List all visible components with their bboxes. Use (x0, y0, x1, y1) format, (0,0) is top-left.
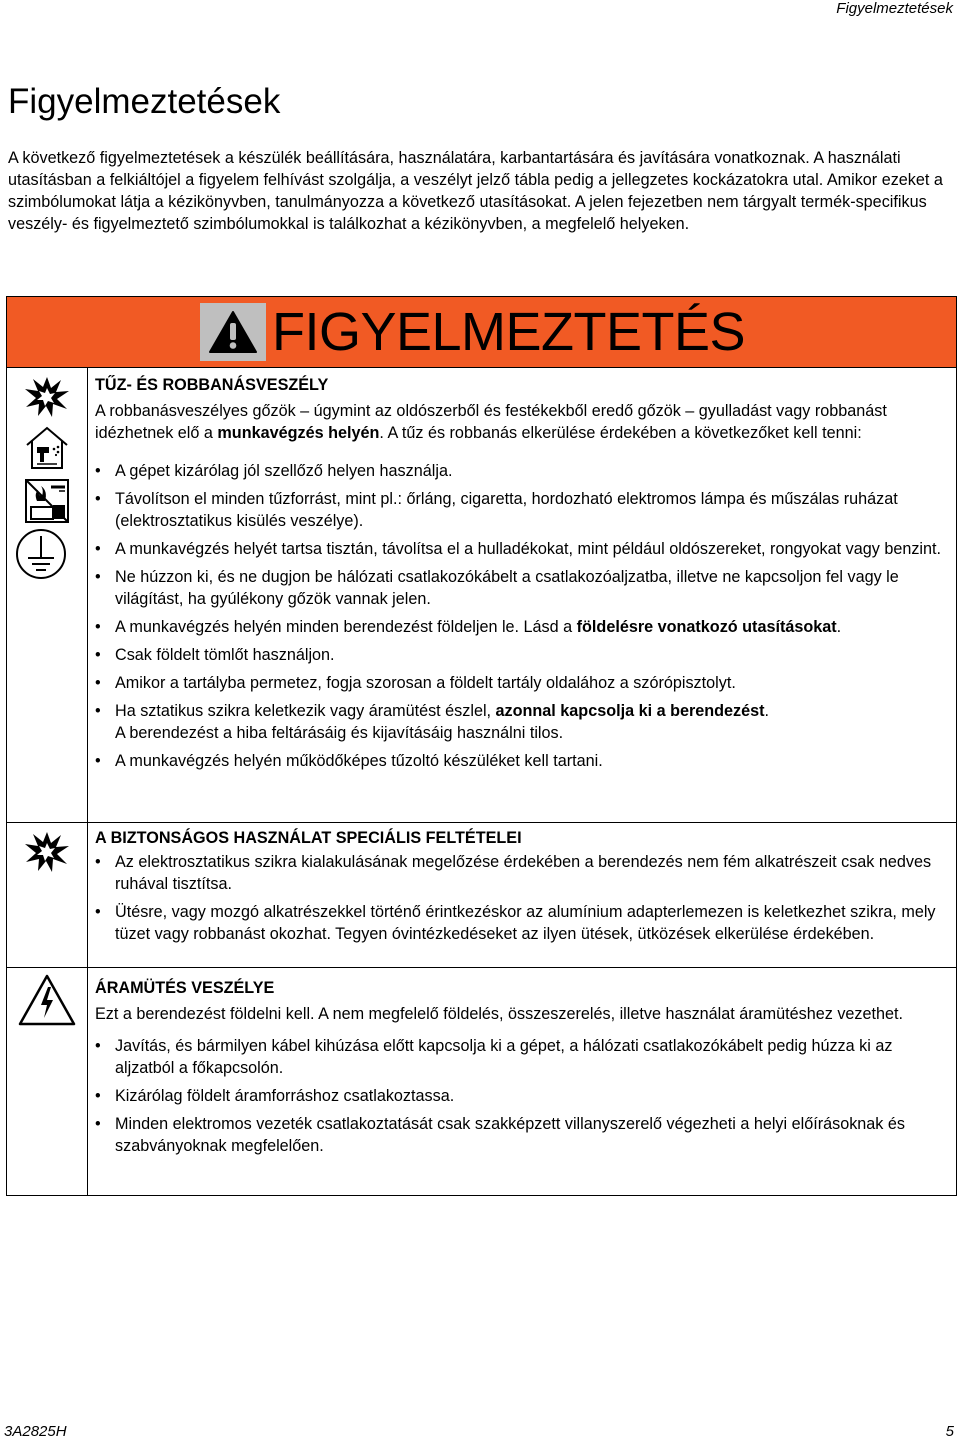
list-item-text: . (764, 702, 770, 720)
warning-banner-inner (200, 303, 745, 361)
fire-intro-bold: munkavégzés helyén (217, 424, 380, 442)
safe-use-section (7, 822, 956, 968)
intro-paragraph: A következő figyelmeztetések a készülék beállítására, használatára, karbantartására és javítására vonatkoznak. A használati utasításban a felkiáltójel a figyelem felhívást szolgálja, a veszélyt jelző tábla pedig a jellegzetes kockázatokra utal. Amikor ezeket a szimbólumokat látja a kézikönyvben, tanulmányozza a következő utasításokat. A jelen fejezetben nem tárgyalt termék-specifikus veszély- és figyelmeztető szimbólumokkal is találkozhat a kézikönyvben, a megfelelő helyeken. (8, 149, 943, 233)
electric-shock-icon (17, 973, 77, 1027)
list-item-text: A munkavégzés helyén minden berendezést földeljen le. Lásd a (115, 618, 577, 636)
list-item: • A gépet kizárólag jól szellőző helyen használja. (95, 460, 946, 482)
shock-intro: Ezt a berendezést földelni kell. A nem megfelelő földelés, összeszerelés, illetve használat áramütéshez vezethet. (95, 1005, 904, 1023)
warning-box (6, 296, 957, 1196)
shock-heading: ÁRAMÜTÉS VESZÉLYE (95, 979, 275, 997)
list-item-text: . (836, 618, 842, 636)
fire-text-column (95, 374, 946, 772)
no-spray-indoors-icon (23, 425, 71, 471)
fire-intro (95, 400, 946, 444)
safe-use-icons-column (7, 822, 88, 967)
fire-icons-column (7, 367, 88, 822)
shock-icons-column (7, 967, 88, 1195)
grounding-instructions-ref: földelésre vonatkozó utasításokat (576, 618, 837, 636)
list-item: • Javítás, és bármilyen kábel kihúzása előtt kapcsolja ki a gépet, a hálózati csatlakozókábelt pedig húzza ki az aljzatból a főkapcsolón. (95, 1035, 946, 1079)
list-item: • Amikor a tartályba permetez, fogja szorosan a földelt tartály oldalához a szórópisztolyt. (95, 672, 946, 694)
safe-use-text-column (95, 827, 946, 945)
fire-intro-text-a: A robbanásveszélyes gőzök – úgymint az oldószerből és festékekből eredő gőzök – gyulladást vagy robbanást idézhetnek elő a (95, 402, 887, 442)
list-item (95, 616, 946, 638)
page-number: 5 (945, 1423, 954, 1440)
list-item: • A munkavégzés helyét tartsa tisztán, távolítsa el a hulladékokat, mint például oldószereket, rongyokat vagy benzint. (95, 538, 946, 560)
fire-heading: TŰZ- ÉS ROBBANÁSVESZÉLY (95, 376, 329, 394)
list-item (95, 700, 946, 744)
ground-symbol-icon (14, 527, 68, 581)
fire-explosion-section (7, 367, 956, 823)
no-smoking-no-flame-icon (23, 477, 71, 525)
list-item: • Ütésre, vagy mozgó alkatrészekkel történő érintkezéskor az alumínium adapterlemezen is keletkezhet szikra, mely tüzet vagy robbanást okozhat. Tegyen óvintézkedéseket az ilyen ütések, ütközések elkerülése érdekében. (95, 901, 946, 945)
list-item: • Távolítson el minden tűzforrást, mint pl.: őrláng, cigaretta, hordozható elektromos lámpa és műszálas ruházat (elektrosztatikus kisülés veszélye). (95, 488, 946, 532)
list-item: • Az elektrosztatikus szikra kialakulásának megelőzése érdekében a berendezés nem fém alkatrészeit csak nedves ruhával tisztítsa. (95, 851, 946, 895)
warning-banner (7, 297, 956, 368)
intro-text (8, 147, 953, 235)
shock-text-column (95, 977, 946, 1157)
list-item-text: A berendezést a hiba feltárásáig és kijavításáig használni tilos. (115, 724, 564, 742)
list-item: • Kizárólag földelt áramforráshoz csatlakoztassa. (95, 1085, 946, 1107)
warning-triangle-icon (200, 303, 266, 361)
list-item: • Ne húzzon ki, és ne dugjon be hálózati csatlakozókábelt a csatlakozóaljzatba, illetve ne kapcsoljon fel vagy le világítást, ha gyúlékony gőzök vannak jelen. (95, 566, 946, 610)
document-number: 3A2825H (4, 1423, 67, 1440)
running-header-title: Figyelmeztetések (836, 0, 953, 17)
safe-use-heading: A BIZTONSÁGOS HASZNÁLAT SPECIÁLIS FELTÉTELEI (95, 829, 522, 847)
explosion-icon (23, 826, 71, 874)
fire-intro-text-b: . A tűz és robbanás elkerülése érdekében a következőket kell tenni: (379, 424, 862, 442)
safe-use-bullet-list (95, 851, 946, 945)
fire-bullet-list (95, 460, 946, 772)
list-item: • Minden elektromos vezeték csatlakoztatását csak szakképzett villanyszerelő végezheti a helyi előírásoknak és szabványoknak megfelelően. (95, 1113, 946, 1157)
page-title: Figyelmeztetések (8, 82, 281, 121)
list-item-text: Ha sztatikus szikra keletkezik vagy áramütést észlel, (115, 702, 496, 720)
electric-shock-section (7, 967, 956, 1195)
warning-banner-label: FIGYELMEZTETÉS (272, 302, 746, 362)
list-item: • Csak földelt tömlőt használjon. (95, 644, 946, 666)
list-item: • A munkavégzés helyén működőképes tűzoltó készüléket kell tartani. (95, 750, 946, 772)
explosion-icon (23, 371, 71, 419)
list-item-bold: azonnal kapcsolja ki a berendezést (495, 702, 765, 720)
shock-bullet-list (95, 1035, 946, 1157)
